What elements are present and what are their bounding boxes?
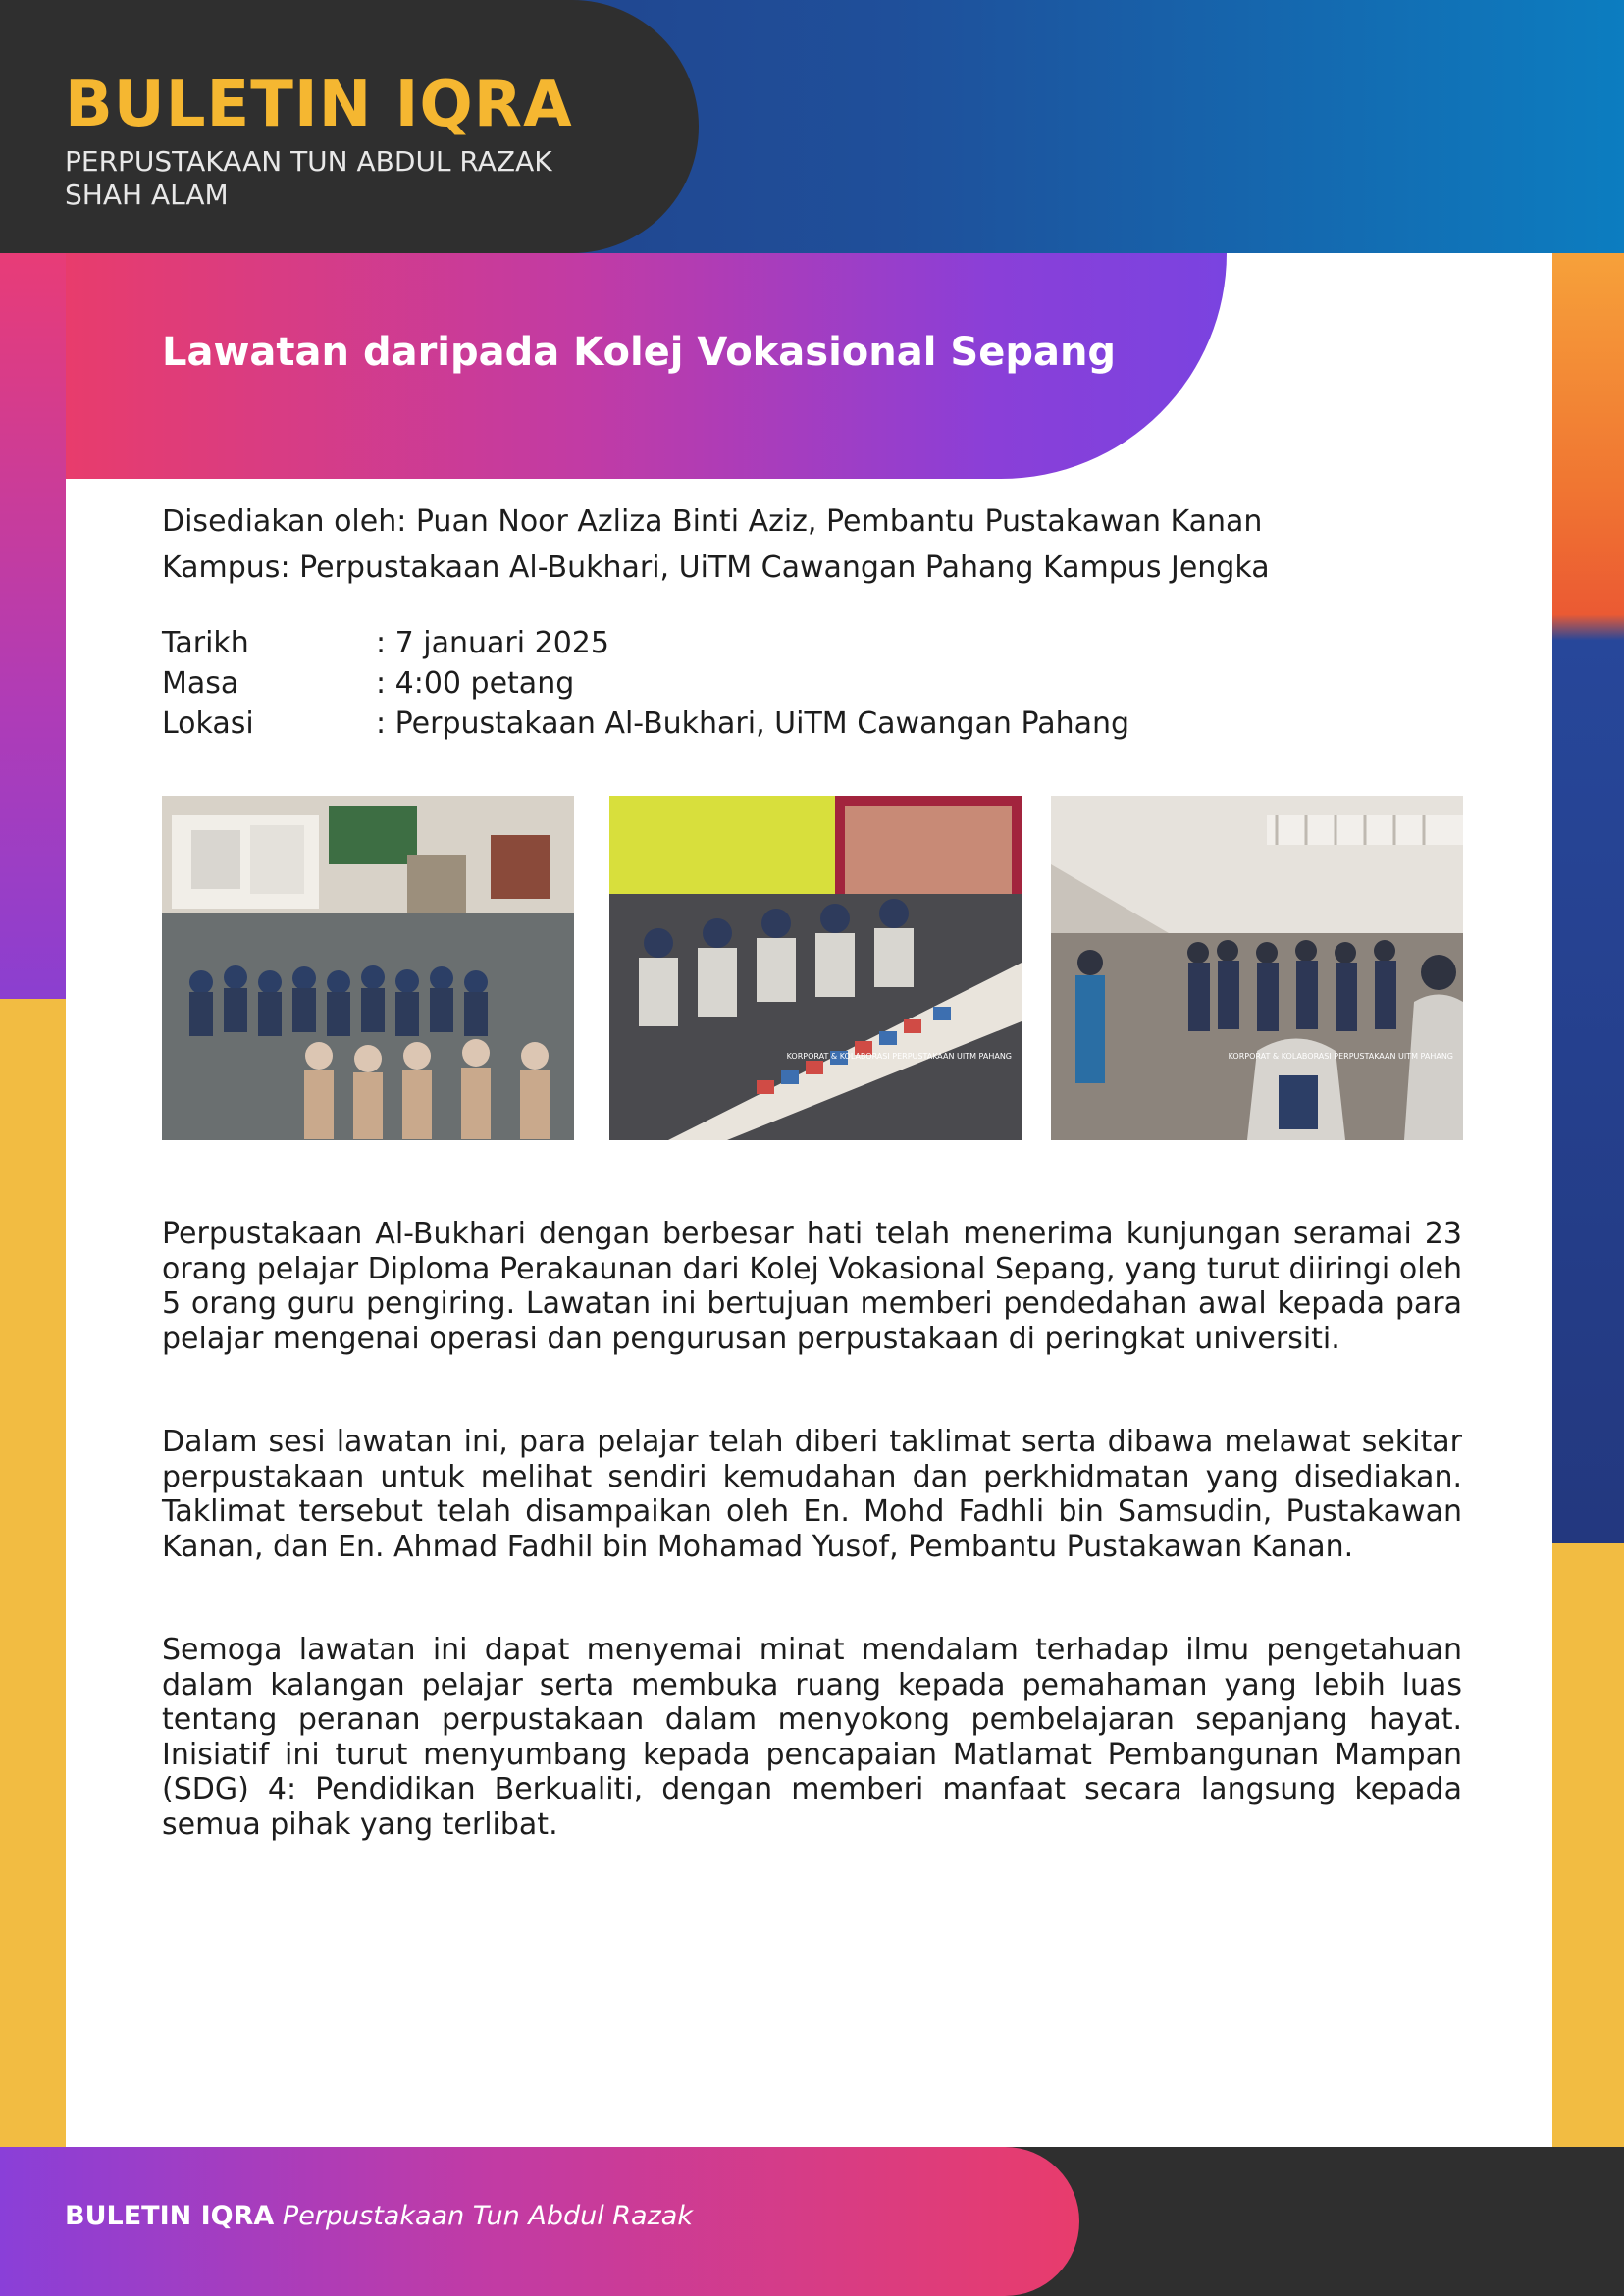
left-decor-stripe-bottom xyxy=(0,999,66,2147)
photo-watermark: KORPORAT & KOLABORASI PERPUSTAKAAN UITM PAHANG xyxy=(786,1052,1012,1061)
subtitle-line-2: SHAH ALAM xyxy=(65,179,229,211)
info-row-date xyxy=(162,626,609,660)
info-value: : 7 januari 2025 xyxy=(376,626,609,660)
article-paragraph-3: Semoga lawatan ini dapat menyemai minat mendalam terhadap ilmu pengetahuan dalam kalangan pelajar serta membuka ruang kepada pemahaman yang lebih luas tentang peranan perpustakaan dalam menyokong pembelajaran sepanjang hayat. Inisiatif ini turut menyumbang kepada pencapaian Matlamat Pembangunan Mampan (SDG) 4: Pendidikan Berkualiti, dengan memberi manfaat secara langsung kepada semua pihak yang terlibat. xyxy=(162,1633,1462,1842)
info-row-location xyxy=(162,706,1129,741)
photo-watermark: KORPORAT & KOLABORASI PERPUSTAKAAN UITM PAHANG xyxy=(1228,1052,1453,1061)
footer-text xyxy=(65,2201,693,2231)
info-label: Tarikh xyxy=(162,626,249,660)
photo-group-shot xyxy=(162,796,574,1140)
article-paragraph-2: Dalam sesi lawatan ini, para pelajar telah diberi taklimat serta dibawa melawat sekitar perpustakaan untuk melihat sendiri kemudahan dan perkhidmatan yang disediakan. Taklimat tersebut telah disampaikan oleh En. Mohd Fadhli bin Samsudin, Pustakawan Kanan, dan En. Ahmad Fadhil bin Mohamad Yusof, Pembantu Pustakawan Kanan. xyxy=(162,1425,1462,1564)
subtitle-line-1: PERPUSTAKAAN TUN ABDUL RAZAK xyxy=(65,145,552,178)
article-paragraph-1: Perpustakaan Al-Bukhari dengan berbesar hati telah menerima kunjungan seramai 23 orang pelajar Diploma Perakaunan dari Kolej Vokasional Sepang, yang turut diiringi oleh 5 orang guru pengiring. Lawatan ini bertujuan memberi pendedahan awal kepada para pelajar mengenai operasi dan pengurusan perpustakaan di peringkat universiti. xyxy=(162,1217,1462,1356)
info-value: : Perpustakaan Al-Bukhari, UiTM Cawangan Pahang xyxy=(376,706,1130,741)
footer-library-name: Perpustakaan Tun Abdul Razak xyxy=(282,2201,693,2231)
bulletin-title: BULETIN IQRA xyxy=(65,69,573,141)
campus: Kampus: Perpustakaan Al-Bukhari, UiTM Cawangan Pahang Kampus Jengka xyxy=(162,550,1270,585)
photo-library-tour xyxy=(1051,796,1463,1140)
article-title: Lawatan daripada Kolej Vokasional Sepang xyxy=(162,330,1117,375)
prepared-by: Disediakan oleh: Puan Noor Azliza Binti Aziz, Pembantu Pustakawan Kanan xyxy=(162,504,1263,539)
info-label: Lokasi xyxy=(162,706,254,741)
bulletin-subtitle xyxy=(65,145,654,212)
info-row-time xyxy=(162,666,574,701)
info-value: : 4:00 petang xyxy=(376,666,575,701)
info-label: Masa xyxy=(162,666,239,701)
footer-bulletin-name: BULETIN IQRA xyxy=(65,2201,275,2231)
right-decor-stripe-bottom xyxy=(1552,1543,1624,2147)
photo-book-display xyxy=(609,796,1022,1140)
left-decor-stripe-top xyxy=(0,253,66,999)
right-decor-stripe-top xyxy=(1552,253,1624,1543)
